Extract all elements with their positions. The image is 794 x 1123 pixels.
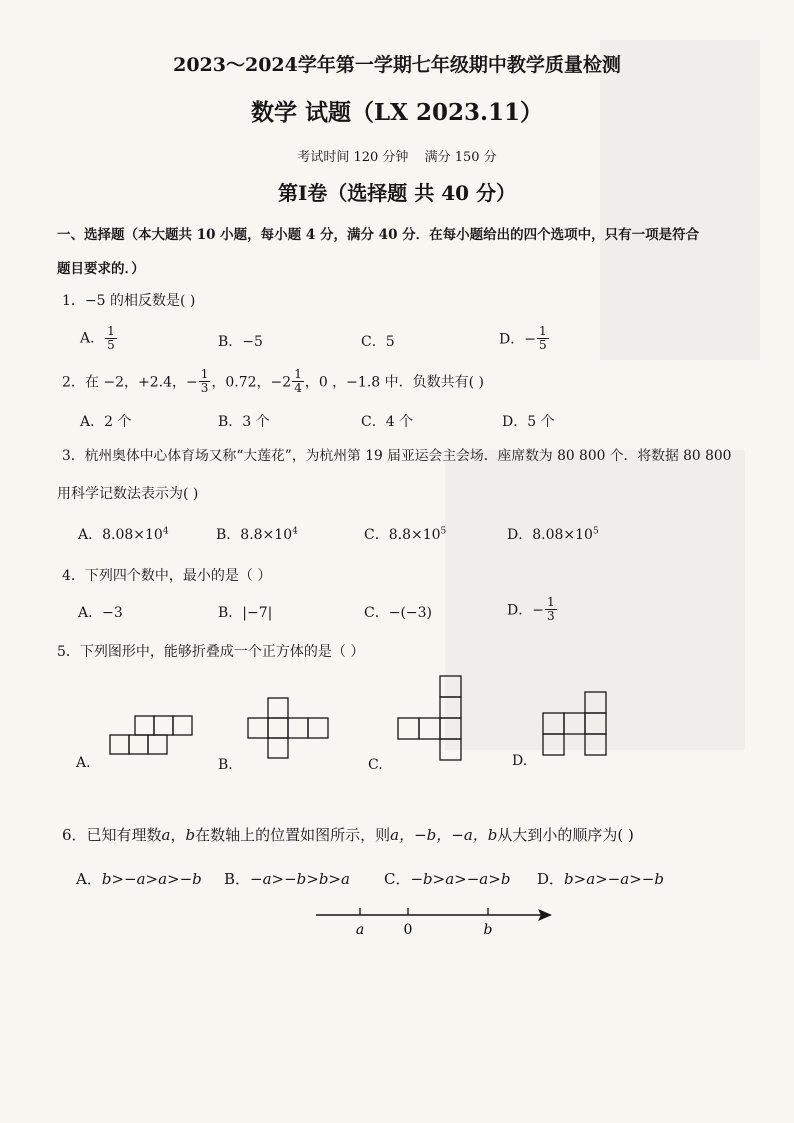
q6-c-expr: −b>a>−a>b bbox=[410, 870, 511, 888]
q4-option-d[interactable] bbox=[507, 596, 558, 623]
q2-option-a[interactable]: A．2 个 bbox=[80, 414, 132, 430]
q3-stem-line2: 用科学记数法表示为( ) bbox=[57, 486, 199, 502]
q1-option-d[interactable] bbox=[499, 325, 550, 352]
q4-option-b[interactable]: B．|−7| bbox=[218, 605, 273, 621]
q1-d-numerator: 1 bbox=[538, 324, 547, 338]
q5-a-cell bbox=[110, 735, 129, 754]
q6-expression-list: a，−b，−a，b bbox=[390, 826, 498, 844]
score-info: 满分 150 分 bbox=[424, 150, 497, 165]
section-heading-line1: 一、选择题（本大题共 10 小题，每小题 4 分，满分 40 分．在每小题给出的四个选项中，只有一项是符合 bbox=[57, 227, 700, 243]
q6-stem-4: 从大到小的顺序为( ) bbox=[497, 826, 634, 844]
q5-b-cell bbox=[308, 718, 328, 738]
exam-info bbox=[0, 146, 794, 165]
q5-d-cell bbox=[585, 692, 606, 713]
axis-label-0: 0 bbox=[403, 922, 413, 938]
q1-option-b[interactable]: B．−5 bbox=[218, 334, 263, 350]
q4-d-denominator: 3 bbox=[546, 609, 555, 623]
q4-option-a[interactable]: A．−3 bbox=[78, 605, 123, 621]
q5-b-cell bbox=[288, 718, 308, 738]
axis-label-a: a bbox=[355, 922, 365, 938]
q6-number-line bbox=[316, 904, 552, 944]
q2-f1-denominator: 3 bbox=[200, 381, 209, 395]
q5-c-cell bbox=[440, 739, 461, 760]
q3-b-exponent: 4 bbox=[292, 526, 298, 537]
q5-a-cell bbox=[129, 735, 148, 754]
q1-a-numerator: 1 bbox=[107, 324, 115, 338]
q5-net-a[interactable] bbox=[110, 716, 190, 764]
subject-title: 数学 试题（LX 2023.11） bbox=[250, 99, 544, 126]
q2-f2-denominator: 4 bbox=[294, 381, 302, 395]
q5-c-cell bbox=[440, 697, 461, 718]
q6-stem-1: 6．已知有理数 bbox=[62, 826, 162, 844]
q3-d-base: D．8.08×10 bbox=[507, 527, 593, 543]
q6-option-a[interactable] bbox=[76, 868, 202, 889]
q5-b-cell bbox=[268, 698, 288, 718]
q6-d-label: D． bbox=[537, 870, 565, 888]
q2-stem-part1: 2．在 −2，+2.4，− bbox=[62, 374, 198, 391]
q5-d-cell bbox=[585, 734, 606, 755]
q5-b-cell bbox=[248, 718, 268, 738]
q5-b-cell bbox=[268, 718, 288, 738]
q3-stem-line1: 3．杭州奥体中心体育场又称“大莲花”，为杭州第 19 届亚运会主会场．座席数为 80 800 个．将数据 80 800 bbox=[62, 448, 732, 464]
q5-net-c[interactable] bbox=[398, 676, 464, 764]
q6-b-label: B． bbox=[224, 870, 251, 888]
q5-net-d[interactable] bbox=[543, 692, 607, 760]
q3-option-a[interactable] bbox=[78, 524, 169, 544]
q1-d-fraction bbox=[537, 325, 549, 352]
exam-main-title: 2023～2024学年第一学期七年级期中教学质量检测 bbox=[173, 54, 621, 76]
q3-b-base: B．8.8×10 bbox=[216, 527, 293, 543]
q6-b-expr: −a>−b>b>a bbox=[250, 870, 350, 888]
q2-f2-numerator: 1 bbox=[294, 367, 302, 381]
q5-d-cell bbox=[564, 713, 585, 734]
q6-option-d[interactable] bbox=[537, 868, 664, 889]
q6-var-b: b bbox=[185, 826, 196, 844]
q6-a-expr: b>−a>a>−b bbox=[101, 870, 202, 888]
q1-a-denominator: 5 bbox=[107, 338, 115, 352]
q5-a-cell bbox=[154, 716, 173, 735]
volume-title: 第Ⅰ卷（选择题 共 40 分） bbox=[277, 181, 517, 205]
q1-option-c[interactable]: C．5 bbox=[361, 334, 395, 350]
q2-stem-part3: ，0 ，−1.8 中．负数共有( ) bbox=[304, 374, 485, 391]
q1-stem: 1．−5 的相反数是( ) bbox=[62, 293, 196, 309]
q1-d-label: D．− bbox=[499, 331, 536, 348]
q5-a-cell bbox=[148, 735, 167, 754]
q2-fraction-1 bbox=[199, 368, 211, 395]
q6-sep: ， bbox=[170, 826, 186, 844]
q5-a-cell bbox=[173, 716, 192, 735]
q6-stem-2: 在数轴上的位置如图所示，则 bbox=[195, 826, 391, 844]
time-info: 考试时间 120 分钟 bbox=[297, 150, 409, 165]
q4-d-numerator: 1 bbox=[546, 595, 555, 609]
q6-var-a: a bbox=[161, 826, 171, 844]
q6-d-expr: b>a>−a>−b bbox=[564, 870, 664, 888]
section-heading-line2: 题目要求的．） bbox=[57, 261, 145, 277]
q5-b-cell bbox=[268, 738, 288, 758]
q2-fraction-2 bbox=[292, 368, 304, 395]
q2-option-c[interactable]: C．4 个 bbox=[361, 414, 414, 430]
q2-stem-part2: ，0.72，−2 bbox=[211, 374, 292, 391]
q5-c-cell bbox=[398, 718, 419, 739]
q2-stem bbox=[62, 368, 484, 395]
q1-a-label: A． bbox=[80, 330, 105, 347]
q6-a-label: A． bbox=[76, 870, 102, 888]
q1-d-denominator: 5 bbox=[538, 338, 547, 352]
q5-option-c-label[interactable]: C. bbox=[368, 757, 383, 773]
axis-label-b: b bbox=[483, 922, 493, 938]
q3-d-exponent: 5 bbox=[592, 526, 599, 537]
q5-stem: 5．下列图形中，能够折叠成一个正方体的是（ ） bbox=[57, 644, 365, 660]
q1-option-a[interactable] bbox=[80, 325, 118, 352]
q5-d-cell bbox=[543, 734, 564, 755]
q4-d-fraction bbox=[545, 596, 557, 623]
q4-option-c[interactable]: C．−(−3) bbox=[364, 605, 433, 621]
q6-option-c[interactable] bbox=[384, 868, 510, 889]
q3-option-d[interactable] bbox=[507, 524, 599, 544]
q4-stem: 4．下列四个数中，最小的是（ ） bbox=[62, 568, 272, 584]
q6-c-label: C． bbox=[384, 870, 411, 888]
q5-d-cell bbox=[585, 713, 606, 734]
q5-option-b-label[interactable]: B. bbox=[218, 757, 233, 773]
q5-net-b[interactable] bbox=[248, 698, 328, 764]
q2-option-b[interactable]: B．3 个 bbox=[218, 414, 270, 430]
q2-option-d[interactable]: D．5 个 bbox=[502, 414, 555, 430]
q5-d-cell bbox=[543, 713, 564, 734]
q3-a-exponent: 4 bbox=[162, 526, 169, 537]
q5-a-cell bbox=[135, 716, 154, 735]
q6-option-b[interactable] bbox=[224, 868, 350, 889]
q1-a-fraction bbox=[105, 325, 117, 352]
q5-option-d-label[interactable]: D. bbox=[512, 753, 528, 769]
q3-c-base: C．8.8×10 bbox=[364, 527, 441, 543]
q3-c-exponent: 5 bbox=[440, 526, 447, 537]
q4-d-label: D．− bbox=[507, 602, 544, 619]
q5-option-a-label[interactable]: A. bbox=[76, 755, 91, 771]
q5-c-cell bbox=[440, 718, 461, 739]
q6-stem bbox=[62, 824, 634, 845]
q2-f1-numerator: 1 bbox=[200, 367, 209, 381]
q5-c-cell bbox=[440, 676, 461, 697]
q5-c-cell bbox=[419, 718, 440, 739]
q3-a-base: A．8.08×10 bbox=[78, 527, 163, 543]
q3-option-c[interactable] bbox=[364, 524, 446, 544]
q3-option-b[interactable] bbox=[216, 524, 298, 544]
